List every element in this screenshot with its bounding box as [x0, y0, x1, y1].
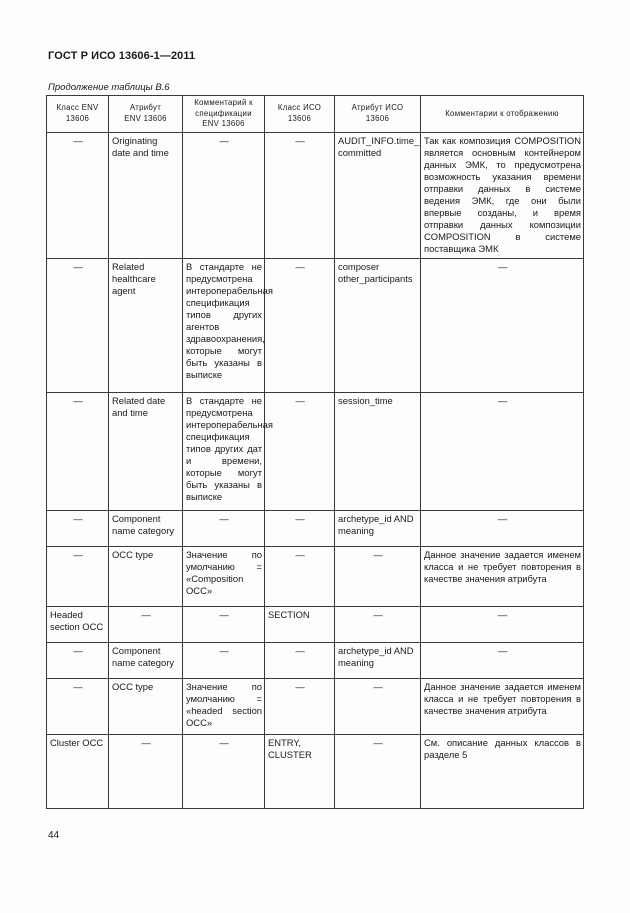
cell-iso-class: SECTION — [265, 606, 335, 642]
cell-env-class: — — [47, 132, 109, 258]
table-row — [47, 392, 584, 510]
cell-iso-attribute: archetype_id AND meaning — [335, 510, 421, 546]
cell-mapping-comment: — — [421, 642, 584, 678]
cell-env-comment: В стандарте не предусмотрена интероперабельная спецификация типов других дат и времени, которые могут быть указаны в выписке — [183, 392, 265, 510]
table-row — [47, 132, 584, 258]
mapping-table — [46, 95, 584, 809]
cell-env-comment: — — [183, 642, 265, 678]
col-header-iso-class: Класс ИСО 13606 — [265, 96, 335, 133]
cell-env-comment: — — [183, 734, 265, 808]
table-row — [47, 606, 584, 642]
cell-env-attribute: — — [109, 734, 183, 808]
cell-iso-class: ENTRY, CLUSTER — [265, 734, 335, 808]
table-row — [47, 510, 584, 546]
cell-env-class: — — [47, 642, 109, 678]
cell-env-class: — — [47, 510, 109, 546]
cell-env-comment: — — [183, 606, 265, 642]
table-row — [47, 678, 584, 734]
cell-mapping-comment: См. описание данных классов в разделе 5 — [421, 734, 584, 808]
cell-iso-class: — — [265, 642, 335, 678]
col-header-mapping-comment: Комментарии к отображению — [421, 96, 584, 133]
cell-iso-attribute: session_time — [335, 392, 421, 510]
cell-mapping-comment: — — [421, 258, 584, 392]
cell-iso-class: — — [265, 132, 335, 258]
col-header-iso-attribute: Атрибут ИСО 13606 — [335, 96, 421, 133]
cell-iso-attribute: — — [335, 734, 421, 808]
cell-env-comment: — — [183, 132, 265, 258]
cell-mapping-comment: Так как композиция COMPOSITION является основным контейнером данных ЭМК, то предусмотрена возможность указания времени отправки данных в системе ведения ЭМК, где они были впервые созданы, и время отправки данных композиции COMPOSITION в системе поставщика ЭМК — [421, 132, 584, 258]
cell-iso-attribute: — — [335, 606, 421, 642]
cell-env-class: — — [47, 392, 109, 510]
cell-env-comment: Значение по умолчанию = «headed section OCC» — [183, 678, 265, 734]
cell-env-comment: — — [183, 510, 265, 546]
cell-env-attribute: Related healthcare agent — [109, 258, 183, 392]
cell-env-comment: В стандарте не предусмотрена интероперабельная спецификация типов других агентов здравоохранения, которые могут быть указаны в выписке — [183, 258, 265, 392]
cell-iso-attribute: — — [335, 678, 421, 734]
cell-env-attribute: OCC type — [109, 678, 183, 734]
page-number: 44 — [48, 830, 60, 841]
cell-mapping-comment: — — [421, 510, 584, 546]
cell-iso-class: — — [265, 258, 335, 392]
cell-env-attribute: Related date and time — [109, 392, 183, 510]
cell-iso-attribute: — — [335, 546, 421, 606]
table-row — [47, 734, 584, 808]
table-caption: Продолжение таблицы B.6 — [48, 82, 170, 93]
cell-iso-class: — — [265, 678, 335, 734]
cell-env-attribute: Originating date and time — [109, 132, 183, 258]
cell-env-attribute: Component name category — [109, 642, 183, 678]
table-header-row — [47, 96, 584, 133]
cell-env-attribute: Component name category — [109, 510, 183, 546]
cell-env-class: Headed section OCC — [47, 606, 109, 642]
table-row — [47, 546, 584, 606]
table-row — [47, 642, 584, 678]
cell-env-class: — — [47, 678, 109, 734]
cell-iso-class: — — [265, 546, 335, 606]
cell-env-class: — — [47, 258, 109, 392]
cell-iso-attribute: composer other_participants — [335, 258, 421, 392]
document-title: ГОСТ Р ИСО 13606-1—2011 — [48, 50, 196, 62]
cell-env-class: Cluster OCC — [47, 734, 109, 808]
cell-iso-class: — — [265, 510, 335, 546]
cell-env-class: — — [47, 546, 109, 606]
cell-iso-class: — — [265, 392, 335, 510]
cell-mapping-comment: — — [421, 392, 584, 510]
cell-mapping-comment: Данное значение задается именем класса и не требует повторения в качестве значения атрибута — [421, 678, 584, 734]
cell-mapping-comment: — — [421, 606, 584, 642]
cell-iso-attribute: AUDIT_INFO.time_ committed — [335, 132, 421, 258]
col-header-env-attribute: Атрибут ENV 13606 — [109, 96, 183, 133]
cell-mapping-comment: Данное значение задается именем класса и не требует повторения в качестве значения атрибута — [421, 546, 584, 606]
col-header-env-comment: Комментарий к спецификации ENV 13606 — [183, 96, 265, 133]
table-row — [47, 258, 584, 392]
cell-env-attribute: — — [109, 606, 183, 642]
cell-env-comment: Значение по умолчанию = «Composition OCC» — [183, 546, 265, 606]
cell-iso-attribute: archetype_id AND meaning — [335, 642, 421, 678]
cell-env-attribute: OCC type — [109, 546, 183, 606]
col-header-env-class: Класс ENV 13606 — [47, 96, 109, 133]
